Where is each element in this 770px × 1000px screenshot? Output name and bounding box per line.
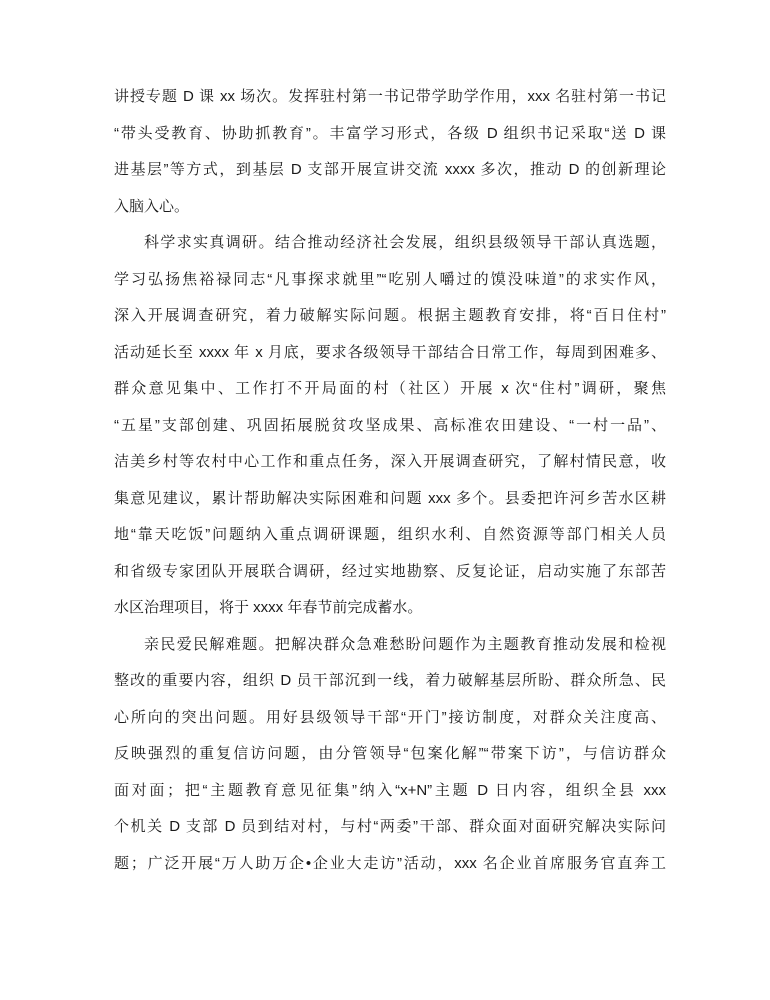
paragraph: [114, 627, 666, 883]
text-line: 群众意见集中、工作打不开局面的村（社区）开展 x 次“住村”调研，聚焦: [114, 380, 666, 397]
paragraph: [114, 79, 666, 225]
text-line: 入脑入心。: [114, 197, 190, 215]
text-line: “带头受教育、协助抓教育”。丰富学习形式，各级 D 组织书记采取“送 D 课: [114, 124, 666, 142]
text-line: 洁美乡村等农村中心工作和重点任务，深入开展调查研究，了解村情民意，收: [114, 453, 666, 470]
text-line: 个机关 D 支部 D 员到结对村，与村“两委”干部、群众面对面研究解决实际问: [114, 818, 666, 835]
text-line: 深入开展调查研究，着力破解实际问题。根据主题教育安排，将“百日住村”: [114, 307, 666, 324]
text-line: 地“靠天吃饭”问题纳入重点调研课题，组织水利、自然资源等部门相关人员: [114, 526, 666, 543]
text-line: 学习弘扬焦裕禄同志“凡事探求就里”“吃别人嚼过的馍没味道”的求实作风，: [114, 270, 666, 288]
text-line: 科学求实真调研。结合推动经济社会发展，组织县级领导干部认真选题，: [144, 234, 666, 251]
paragraph: [114, 225, 666, 627]
text-line: 活动延长至 xxxx 年 x 月底，要求各级领导干部结合日常工作，每周到困难多、: [114, 343, 666, 361]
text-line: 心所向的突出问题。用好县级领导干部“开门”接访制度，对群众关注度高、: [114, 708, 666, 726]
text-line: 和省级专家团队开展联合调研，经过实地勘察、反复论证，启动实施了东部苦: [114, 562, 666, 580]
text-line: 讲授专题 D 课 xx 场次。发挥驻村第一书记带学助学作用，xxx 名驻村第一书记: [114, 88, 666, 105]
text-line: 亲民爱民解难题。把解决群众急难愁盼问题作为主题教育推动发展和检视: [144, 635, 666, 653]
text-line: 进基层”等方式，到基层 D 支部开展宣讲交流 xxxx 多次，推动 D 的创新理论: [114, 161, 666, 178]
text-line: 集意见建议，累计帮助解决实际困难和问题 xxx 多个。县委把许河乡苦水区耕: [114, 489, 666, 507]
text-line: 反映强烈的重复信访问题，由分管领导“包案化解”“带案下访”，与信访群众: [114, 745, 666, 762]
text-line: 整改的重要内容，组织 D 员干部沉到一线，着力破解基层所盼、群众所急、民: [114, 672, 666, 689]
text-line: 题；广泛开展“万人助万企•企业大走访”活动，xxx 名企业首席服务官直奔工: [114, 854, 666, 872]
text-line: “五星”支部创建、巩固拓展脱贫攻坚成果、高标准农田建设、“一村一品”、: [114, 416, 666, 434]
text-line: 水区治理项目，将于 xxxx 年春节前完成蓄水。: [114, 599, 423, 616]
document-body: [114, 79, 666, 882]
text-line: 面对面；把“主题教育意见征集”纳入“x+N”主题 D 日内容，组织全县 xxx: [114, 781, 666, 799]
